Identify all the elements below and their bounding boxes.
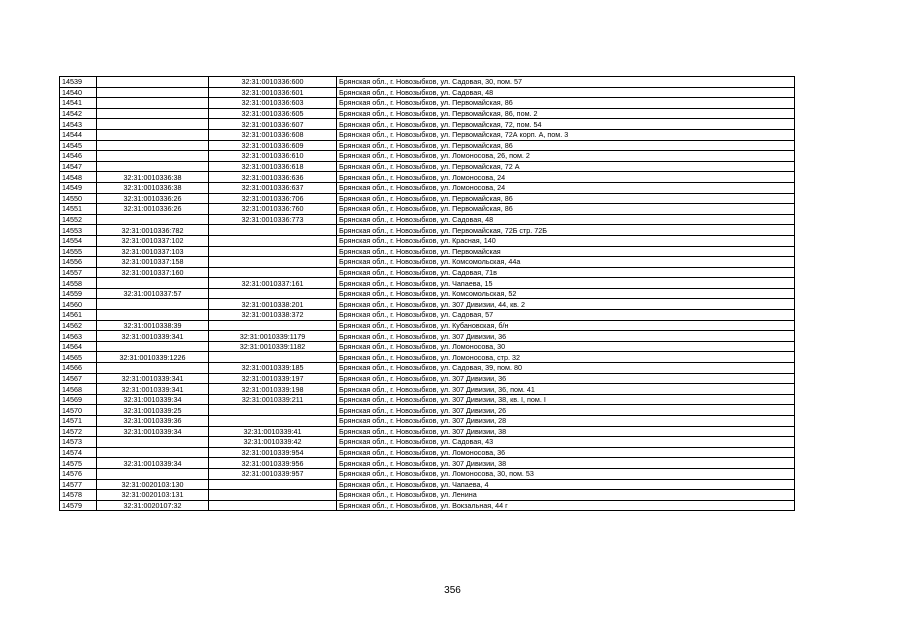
address-cell: Брянская обл., г. Новозыбков, ул. Красная, 140	[337, 235, 795, 246]
row-number-cell: 14549	[60, 182, 97, 193]
object-cadastral-number-cell: 32:31:0010339:42	[209, 437, 337, 448]
address-cell: Брянская обл., г. Новозыбков, ул. 307 Дивизии, 36	[337, 331, 795, 342]
row-number-cell: 14541	[60, 98, 97, 109]
parcel-cadastral-number-cell	[97, 278, 209, 289]
row-number-cell: 14550	[60, 193, 97, 204]
row-number-cell: 14544	[60, 129, 97, 140]
row-number-cell: 14568	[60, 384, 97, 395]
address-cell: Брянская обл., г. Новозыбков, ул. Комсомольская, 44а	[337, 257, 795, 268]
table-row	[60, 225, 795, 236]
parcel-cadastral-number-cell	[97, 447, 209, 458]
row-number-cell: 14572	[60, 426, 97, 437]
object-cadastral-number-cell: 32:31:0010339:185	[209, 363, 337, 374]
parcel-cadastral-number-cell: 32:31:0010339:1226	[97, 352, 209, 363]
row-number-cell: 14554	[60, 235, 97, 246]
address-cell: Брянская обл., г. Новозыбков, ул. Ломоносова, 26, пом. 2	[337, 151, 795, 162]
address-cell: Брянская обл., г. Новозыбков, ул. Ломоносова, 36	[337, 447, 795, 458]
row-number-cell: 14574	[60, 447, 97, 458]
address-cell: Брянская обл., г. Новозыбков, ул. Первомайская, 86, пом. 2	[337, 108, 795, 119]
row-number-cell: 14539	[60, 77, 97, 88]
object-cadastral-number-cell: 32:31:0010336:610	[209, 151, 337, 162]
object-cadastral-number-cell: 32:31:0010338:372	[209, 310, 337, 321]
address-cell: Брянская обл., г. Новозыбков, ул. Первомайская	[337, 246, 795, 257]
page-number: 356	[444, 585, 461, 596]
table-row	[60, 490, 795, 501]
row-number-cell: 14573	[60, 437, 97, 448]
table-row	[60, 119, 795, 130]
row-number-cell: 14547	[60, 161, 97, 172]
parcel-cadastral-number-cell: 32:31:0010339:34	[97, 458, 209, 469]
table-row	[60, 151, 795, 162]
parcel-cadastral-number-cell: 32:31:0010339:341	[97, 331, 209, 342]
table-row	[60, 140, 795, 151]
object-cadastral-number-cell	[209, 288, 337, 299]
address-cell: Брянская обл., г. Новозыбков, ул. Чапаева, 4	[337, 479, 795, 490]
object-cadastral-number-cell	[209, 267, 337, 278]
table-row	[60, 161, 795, 172]
parcel-cadastral-number-cell: 32:31:0010339:341	[97, 373, 209, 384]
parcel-cadastral-number-cell	[97, 129, 209, 140]
address-cell: Брянская обл., г. Новозыбков, ул. Первомайская, 86	[337, 204, 795, 215]
parcel-cadastral-number-cell: 32:31:0020107:32	[97, 500, 209, 511]
object-cadastral-number-cell	[209, 320, 337, 331]
row-number-cell: 14571	[60, 416, 97, 427]
address-cell: Брянская обл., г. Новозыбков, ул. Первомайская, 72 А	[337, 161, 795, 172]
row-number-cell: 14540	[60, 87, 97, 98]
address-cell: Брянская обл., г. Новозыбков, ул. Кубановская, б/н	[337, 320, 795, 331]
table-row	[60, 246, 795, 257]
object-cadastral-number-cell: 32:31:0010339:1179	[209, 331, 337, 342]
object-cadastral-number-cell: 32:31:0010339:41	[209, 426, 337, 437]
address-cell: Брянская обл., г. Новозыбков, ул. Первомайская, 72, пом. 54	[337, 119, 795, 130]
table-row	[60, 310, 795, 321]
row-number-cell: 14558	[60, 278, 97, 289]
parcel-cadastral-number-cell: 32:31:0010337:102	[97, 235, 209, 246]
object-cadastral-number-cell	[209, 490, 337, 501]
object-cadastral-number-cell: 32:31:0010339:957	[209, 468, 337, 479]
table-row	[60, 129, 795, 140]
table-row	[60, 500, 795, 511]
address-cell: Брянская обл., г. Новозыбков, ул. Ломоносова, 30	[337, 341, 795, 352]
address-cell: Брянская обл., г. Новозыбков, ул. Садовая, 43	[337, 437, 795, 448]
address-cell: Брянская обл., г. Новозыбков, ул. Ленина	[337, 490, 795, 501]
table-row	[60, 363, 795, 374]
parcel-cadastral-number-cell	[97, 98, 209, 109]
parcel-cadastral-number-cell: 32:31:0010339:25	[97, 405, 209, 416]
table-row	[60, 394, 795, 405]
table-row	[60, 437, 795, 448]
address-cell: Брянская обл., г. Новозыбков, ул. Первомайская, 72Б стр. 72Б	[337, 225, 795, 236]
object-cadastral-number-cell: 32:31:0010336:773	[209, 214, 337, 225]
table-row	[60, 479, 795, 490]
object-cadastral-number-cell: 32:31:0010337:161	[209, 278, 337, 289]
row-number-cell: 14563	[60, 331, 97, 342]
table-row	[60, 352, 795, 363]
row-number-cell: 14575	[60, 458, 97, 469]
object-cadastral-number-cell: 32:31:0010339:1182	[209, 341, 337, 352]
parcel-cadastral-number-cell: 32:31:0010339:341	[97, 384, 209, 395]
address-cell: Брянская обл., г. Новозыбков, ул. Садовая, 57	[337, 310, 795, 321]
parcel-cadastral-number-cell: 32:31:0010339:36	[97, 416, 209, 427]
parcel-cadastral-number-cell: 32:31:0010339:34	[97, 426, 209, 437]
parcel-cadastral-number-cell	[97, 119, 209, 130]
address-cell: Брянская обл., г. Новозыбков, ул. Первомайская, 86	[337, 140, 795, 151]
parcel-cadastral-number-cell: 32:31:0010337:57	[97, 288, 209, 299]
address-cell: Брянская обл., г. Новозыбков, ул. 307 Дивизии, 38, кв. I, пом. I	[337, 394, 795, 405]
object-cadastral-number-cell: 32:31:0010339:956	[209, 458, 337, 469]
table-row	[60, 426, 795, 437]
table-row	[60, 373, 795, 384]
address-cell: Брянская обл., г. Новозыбков, ул. Первомайская, 72А корп. А, пом. 3	[337, 129, 795, 140]
parcel-cadastral-number-cell: 32:31:0010337:158	[97, 257, 209, 268]
address-cell: Брянская обл., г. Новозыбков, ул. Садовая, 39, пом. 80	[337, 363, 795, 374]
table-row	[60, 468, 795, 479]
parcel-cadastral-number-cell	[97, 468, 209, 479]
object-cadastral-number-cell: 32:31:0010336:706	[209, 193, 337, 204]
parcel-cadastral-number-cell	[97, 310, 209, 321]
parcel-cadastral-number-cell: 32:31:0010338:39	[97, 320, 209, 331]
parcel-cadastral-number-cell: 32:31:0010336:26	[97, 204, 209, 215]
object-cadastral-number-cell	[209, 500, 337, 511]
row-number-cell: 14552	[60, 214, 97, 225]
table-row	[60, 405, 795, 416]
parcel-cadastral-number-cell	[97, 87, 209, 98]
parcel-cadastral-number-cell: 32:31:0020103:130	[97, 479, 209, 490]
row-number-cell: 14561	[60, 310, 97, 321]
object-cadastral-number-cell: 32:31:0010339:197	[209, 373, 337, 384]
table-row	[60, 278, 795, 289]
parcel-cadastral-number-cell	[97, 363, 209, 374]
address-cell: Брянская обл., г. Новозыбков, ул. 307 Дивизии, 38	[337, 458, 795, 469]
object-cadastral-number-cell	[209, 405, 337, 416]
parcel-cadastral-number-cell	[97, 341, 209, 352]
parcel-cadastral-number-cell: 32:31:0010336:26	[97, 193, 209, 204]
object-cadastral-number-cell: 32:31:0010338:201	[209, 299, 337, 310]
row-number-cell: 14569	[60, 394, 97, 405]
row-number-cell: 14555	[60, 246, 97, 257]
object-cadastral-number-cell: 32:31:0010339:198	[209, 384, 337, 395]
object-cadastral-number-cell: 32:31:0010336:760	[209, 204, 337, 215]
table-row	[60, 193, 795, 204]
row-number-cell: 14570	[60, 405, 97, 416]
table-row	[60, 98, 795, 109]
object-cadastral-number-cell: 32:31:0010336:603	[209, 98, 337, 109]
address-cell: Брянская обл., г. Новозыбков, ул. Ломоносова, 24	[337, 182, 795, 193]
object-cadastral-number-cell	[209, 352, 337, 363]
row-number-cell: 14557	[60, 267, 97, 278]
object-cadastral-number-cell	[209, 416, 337, 427]
table-row	[60, 204, 795, 215]
parcel-cadastral-number-cell: 32:31:0010337:160	[97, 267, 209, 278]
parcel-cadastral-number-cell	[97, 161, 209, 172]
row-number-cell: 14551	[60, 204, 97, 215]
table-row	[60, 447, 795, 458]
table-row	[60, 384, 795, 395]
parcel-cadastral-number-cell: 32:31:0010336:782	[97, 225, 209, 236]
table-row	[60, 87, 795, 98]
object-cadastral-number-cell: 32:31:0010336:618	[209, 161, 337, 172]
parcel-cadastral-number-cell: 32:31:0010336:38	[97, 182, 209, 193]
table-row	[60, 182, 795, 193]
object-cadastral-number-cell: 32:31:0010336:636	[209, 172, 337, 183]
row-number-cell: 14559	[60, 288, 97, 299]
object-cadastral-number-cell: 32:31:0010336:605	[209, 108, 337, 119]
parcel-cadastral-number-cell: 32:31:0020103:131	[97, 490, 209, 501]
table-row	[60, 172, 795, 183]
table-row	[60, 235, 795, 246]
address-cell: Брянская обл., г. Новозыбков, ул. Ломоносова, 30, пом. 53	[337, 468, 795, 479]
row-number-cell: 14578	[60, 490, 97, 501]
address-cell: Брянская обл., г. Новозыбков, ул. Комсомольская, 52	[337, 288, 795, 299]
row-number-cell: 14542	[60, 108, 97, 119]
address-cell: Брянская обл., г. Новозыбков, ул. Первомайская, 86	[337, 98, 795, 109]
address-cell: Брянская обл., г. Новозыбков, ул. Садовая, 48	[337, 214, 795, 225]
address-cell: Брянская обл., г. Новозыбков, ул. Ломоносова, стр. 32	[337, 352, 795, 363]
object-cadastral-number-cell	[209, 235, 337, 246]
address-cell: Брянская обл., г. Новозыбков, ул. 307 Дивизии, 44, кв. 2	[337, 299, 795, 310]
parcel-cadastral-number-cell	[97, 214, 209, 225]
row-number-cell: 14579	[60, 500, 97, 511]
parcel-cadastral-number-cell	[97, 140, 209, 151]
address-cell: Брянская обл., г. Новозыбков, ул. Садовая, 48	[337, 87, 795, 98]
table-row	[60, 267, 795, 278]
address-cell: Брянская обл., г. Новозыбков, ул. 307 Дивизии, 26	[337, 405, 795, 416]
object-cadastral-number-cell: 32:31:0010339:954	[209, 447, 337, 458]
object-cadastral-number-cell: 32:31:0010336:601	[209, 87, 337, 98]
parcel-cadastral-number-cell	[97, 151, 209, 162]
object-cadastral-number-cell: 32:31:0010336:637	[209, 182, 337, 193]
object-cadastral-number-cell	[209, 225, 337, 236]
row-number-cell: 14565	[60, 352, 97, 363]
parcel-cadastral-number-cell	[97, 77, 209, 88]
row-number-cell: 14560	[60, 299, 97, 310]
parcel-cadastral-number-cell: 32:31:0010336:38	[97, 172, 209, 183]
row-number-cell: 14566	[60, 363, 97, 374]
address-cell: Брянская обл., г. Новозыбков, ул. Садовая, 71в	[337, 267, 795, 278]
object-cadastral-number-cell: 32:31:0010339:211	[209, 394, 337, 405]
registry-table-body	[60, 77, 795, 511]
registry-table	[59, 76, 795, 511]
object-cadastral-number-cell	[209, 246, 337, 257]
table-row	[60, 458, 795, 469]
address-cell: Брянская обл., г. Новозыбков, ул. Первомайская, 86	[337, 193, 795, 204]
table-row	[60, 288, 795, 299]
row-number-cell: 14546	[60, 151, 97, 162]
address-cell: Брянская обл., г. Новозыбков, ул. Ломоносова, 24	[337, 172, 795, 183]
table-row	[60, 214, 795, 225]
parcel-cadastral-number-cell: 32:31:0010337:103	[97, 246, 209, 257]
address-cell: Брянская обл., г. Новозыбков, ул. 307 Дивизии, 36, пом. 41	[337, 384, 795, 395]
row-number-cell: 14576	[60, 468, 97, 479]
row-number-cell: 14577	[60, 479, 97, 490]
row-number-cell: 14543	[60, 119, 97, 130]
row-number-cell: 14553	[60, 225, 97, 236]
row-number-cell: 14567	[60, 373, 97, 384]
table-row	[60, 341, 795, 352]
table-row	[60, 416, 795, 427]
parcel-cadastral-number-cell	[97, 437, 209, 448]
object-cadastral-number-cell: 32:31:0010336:607	[209, 119, 337, 130]
object-cadastral-number-cell: 32:31:0010336:609	[209, 140, 337, 151]
table-row	[60, 320, 795, 331]
parcel-cadastral-number-cell	[97, 299, 209, 310]
row-number-cell: 14556	[60, 257, 97, 268]
parcel-cadastral-number-cell	[97, 108, 209, 119]
table-row	[60, 299, 795, 310]
address-cell: Брянская обл., г. Новозыбков, ул. Садовая, 30, пом. 57	[337, 77, 795, 88]
parcel-cadastral-number-cell: 32:31:0010339:34	[97, 394, 209, 405]
row-number-cell: 14545	[60, 140, 97, 151]
table-row	[60, 331, 795, 342]
address-cell: Брянская обл., г. Новозыбков, ул. 307 Дивизии, 28	[337, 416, 795, 427]
table-row	[60, 77, 795, 88]
row-number-cell: 14564	[60, 341, 97, 352]
object-cadastral-number-cell	[209, 479, 337, 490]
row-number-cell: 14548	[60, 172, 97, 183]
address-cell: Брянская обл., г. Новозыбков, ул. Чапаева, 15	[337, 278, 795, 289]
object-cadastral-number-cell: 32:31:0010336:608	[209, 129, 337, 140]
table-row	[60, 257, 795, 268]
address-cell: Брянская обл., г. Новозыбков, ул. Вокзальная, 44 г	[337, 500, 795, 511]
table-row	[60, 108, 795, 119]
address-cell: Брянская обл., г. Новозыбков, ул. 307 Дивизии, 36	[337, 373, 795, 384]
object-cadastral-number-cell: 32:31:0010336:600	[209, 77, 337, 88]
object-cadastral-number-cell	[209, 257, 337, 268]
row-number-cell: 14562	[60, 320, 97, 331]
address-cell: Брянская обл., г. Новозыбков, ул. 307 Дивизии, 38	[337, 426, 795, 437]
